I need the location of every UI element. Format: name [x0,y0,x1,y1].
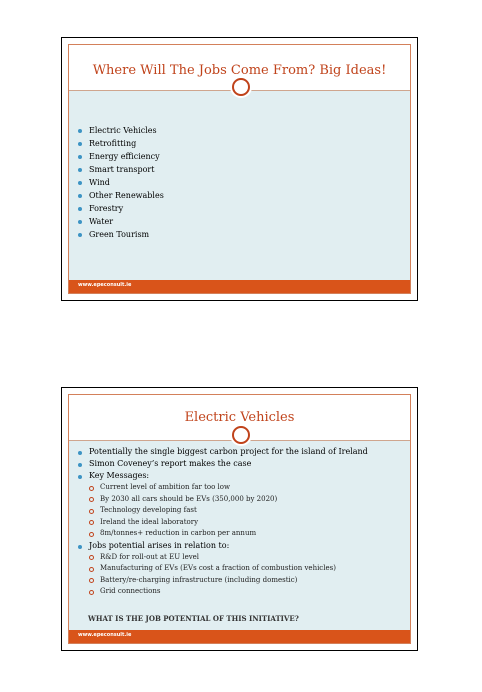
sub-list-item: Battery/re-charging infrastructure (including domestic) [78,575,368,587]
bullet-list [78,124,164,241]
footer-bar [69,280,410,293]
list-item: Energy efficiency [78,150,164,163]
list-item: Forestry [78,202,164,215]
list-item: Potentially the single biggest carbon project for the island of Ireland [78,446,368,458]
list-item: Retrofitting [78,137,164,150]
slide-title: Where Will The Jobs Come From? Big Ideas! [92,63,387,78]
sub-list-item: Ireland the ideal laboratory [78,517,368,529]
slide-1 [61,37,418,301]
circle-icon [232,426,250,444]
list-item: Electric Vehicles [78,124,164,137]
list-item: Wind [78,176,164,189]
sub-list-item: Grid connections [78,586,368,598]
sub-list-item: By 2030 all cars should be EVs (350,000 by 2020) [78,494,368,506]
sub-list-item: Manufacturing of EVs (EVs cost a fraction of combustion vehicles) [78,563,368,575]
question-text: WHAT IS THE JOB POTENTIAL OF THIS INITIATIVE? [88,614,299,623]
slide-2 [61,387,418,651]
footer-bar [69,630,410,643]
list-item: Water [78,215,164,228]
sub-list-item: Technology developing fast [78,505,368,517]
footer-url: www.epeconsult.ie [78,632,132,638]
list-item: Green Tourism [78,228,164,241]
list-item: Simon Coveney’s report makes the case [78,458,368,470]
circle-icon [232,78,250,96]
sub-list-item: Current level of ambition far too low [78,482,368,494]
slide-title: Electric Vehicles [184,410,295,425]
list-item: Key Messages: [78,470,368,482]
bullet-list [78,446,368,598]
list-item: Smart transport [78,163,164,176]
list-item: Other Renewables [78,189,164,202]
sub-list-item: R&D for roll-out at EU level [78,552,368,564]
list-item: Jobs potential arises in relation to: [78,540,368,552]
footer-url: www.epeconsult.ie [78,282,132,288]
sub-list-item: 8m/tonnes+ reduction in carbon per annum [78,528,368,540]
